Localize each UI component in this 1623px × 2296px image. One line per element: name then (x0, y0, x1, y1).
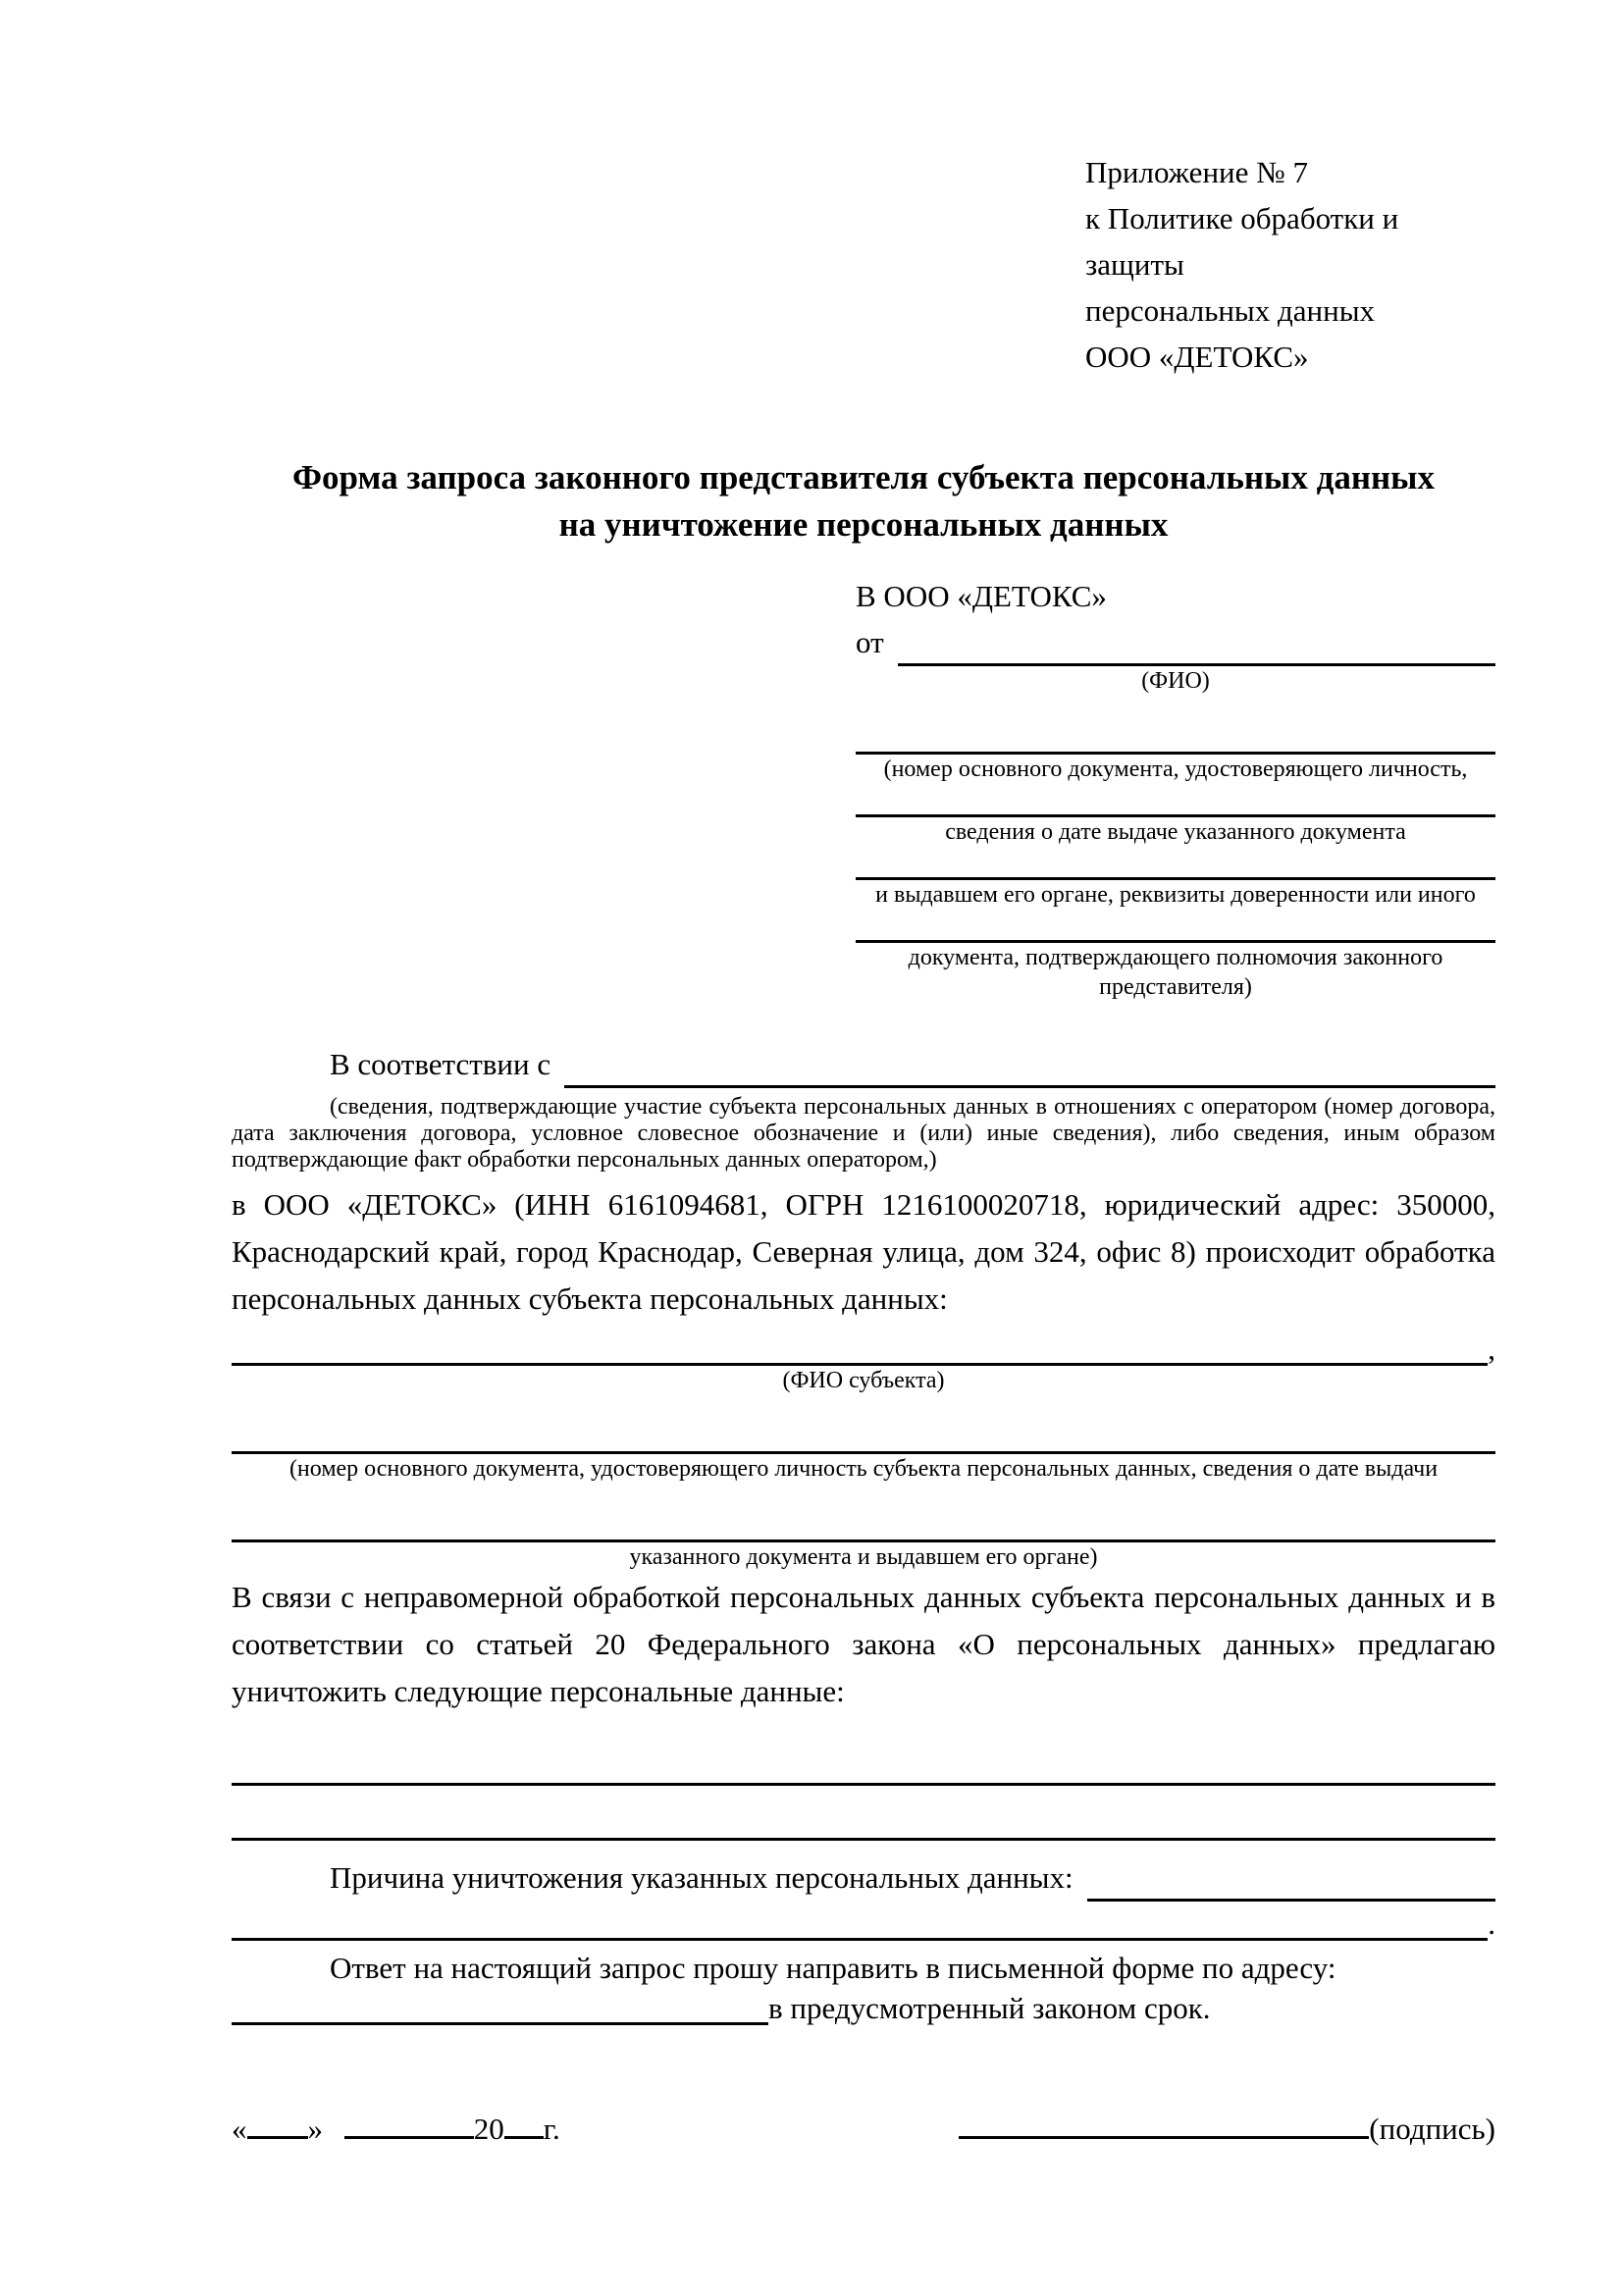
subject-doc-issuer-field[interactable] (232, 1509, 1495, 1542)
representative-fio-field[interactable] (898, 633, 1495, 666)
reason-field-continuation[interactable] (232, 1907, 1488, 1941)
reply-address-row (232, 1992, 1495, 2025)
addressee-to: В ООО «ДЕТОКС» (856, 579, 1107, 613)
doc-issue-date-field[interactable] (856, 784, 1495, 817)
signature-caption: (подпись) (1369, 2112, 1495, 2146)
field-caption: документа, подтверждающего полномочия законного представителя) (908, 945, 1443, 1000)
appendix-line: к Политике обработки и защиты (1085, 201, 1399, 282)
authority-doc-field[interactable] (856, 910, 1495, 943)
trailing-comma: , (1488, 1331, 1495, 1366)
field-caption: сведения о дате выдаче указанного документа (945, 819, 1406, 845)
appendix-line: Приложение № 7 (1085, 155, 1308, 189)
reply-request-paragraph: Ответ на настоящий запрос прошу направить в письменной форме по адресу: (330, 1951, 1336, 1985)
page-title-line-1: Форма запроса законного представителя субъекта персональных данных (292, 458, 1435, 496)
signature-block (959, 2106, 1495, 2153)
page-title-line-2: на уничтожение персональных данных (558, 505, 1169, 544)
appendix-line: персональных данных (1085, 293, 1376, 328)
subject-doc-number-field[interactable] (232, 1421, 1495, 1454)
subject-doc-caption-1: (номер основного документа, удостоверяющего личность субъекта персональных данных, сведения о дате выдачи (288, 1456, 1439, 1482)
subject-doc-caption-2: указанного документа и выдавшем его органе) (629, 1544, 1098, 1570)
representative-doc-number-field[interactable] (856, 721, 1495, 755)
year-field[interactable] (504, 2108, 544, 2139)
month-field[interactable] (344, 2108, 474, 2139)
addressee-block (856, 576, 1495, 1002)
subject-fio-field[interactable] (232, 1332, 1488, 1366)
date-block (232, 2106, 560, 2153)
accordance-caption: (сведения, подтверждающие участие субъекта персональных данных в отношениях с оператором (номер договора, дата заключения договора, условное словесное обозначение и (или) иные сведения), либо сведения, иным образом подтверждающие факт обработки персональных данных оператором,) (232, 1094, 1495, 1173)
reply-tail-text: в предусмотренный законом срок. (768, 1991, 1211, 2025)
from-label: от (856, 625, 884, 659)
destruction-request-paragraph: В связи с неправомерной обработкой персональных данных субъекта персональных данных и в соответствии со статьей 20 Федерального закона «О персональных данных» предлагаю уничтожить следующие персональные данные: (232, 1580, 1495, 1708)
reason-field[interactable] (1087, 1868, 1495, 1902)
from-row (856, 619, 1495, 666)
subject-fio-caption: (ФИО субъекта) (782, 1368, 945, 1393)
page-title (232, 454, 1495, 548)
field-caption: (номер основного документа, удостоверяющего личность, (883, 757, 1468, 782)
reply-address-field[interactable] (232, 1994, 768, 2025)
field-caption: и выдавшем его органе, реквизиты доверенности или иного (875, 882, 1476, 908)
data-to-destroy-field-1[interactable] (232, 1741, 1495, 1786)
reason-row (232, 1854, 1495, 1902)
footer-row (232, 2106, 1495, 2153)
year-prefix: 20 (473, 2112, 504, 2146)
doc-issuer-field[interactable] (856, 847, 1495, 880)
reason-label: Причина уничтожения указанных персональных данных: (330, 1860, 1073, 1895)
trailing-period: . (1488, 1906, 1495, 1941)
operator-info-paragraph: в ООО «ДЕТОКС» (ИНН 6161094681, ОГРН 1216100020718, юридический адрес: 350000, Краснодарский край, город Краснодар, Северная улица, дом 324, офис 8) происходит обработка персональных данных субъекта персональных данных: (232, 1187, 1495, 1316)
appendix-header (1085, 0, 1495, 380)
year-suffix: г. (543, 2112, 560, 2146)
day-field[interactable] (247, 2108, 308, 2139)
subject-fio-row (232, 1332, 1495, 1366)
signature-field[interactable] (959, 2108, 1369, 2139)
accordance-row (232, 1041, 1495, 1088)
data-to-destroy-field-2[interactable] (232, 1786, 1495, 1841)
reason-continuation-row (232, 1907, 1495, 1941)
fio-caption: (ФИО) (1141, 668, 1210, 694)
open-quote: « (232, 2112, 247, 2146)
accordance-label: В соответствии с (330, 1047, 551, 1081)
close-quote: » (307, 2112, 323, 2146)
appendix-line: ООО «ДЕТОКС» (1085, 339, 1309, 374)
accordance-basis-field[interactable] (564, 1055, 1495, 1088)
